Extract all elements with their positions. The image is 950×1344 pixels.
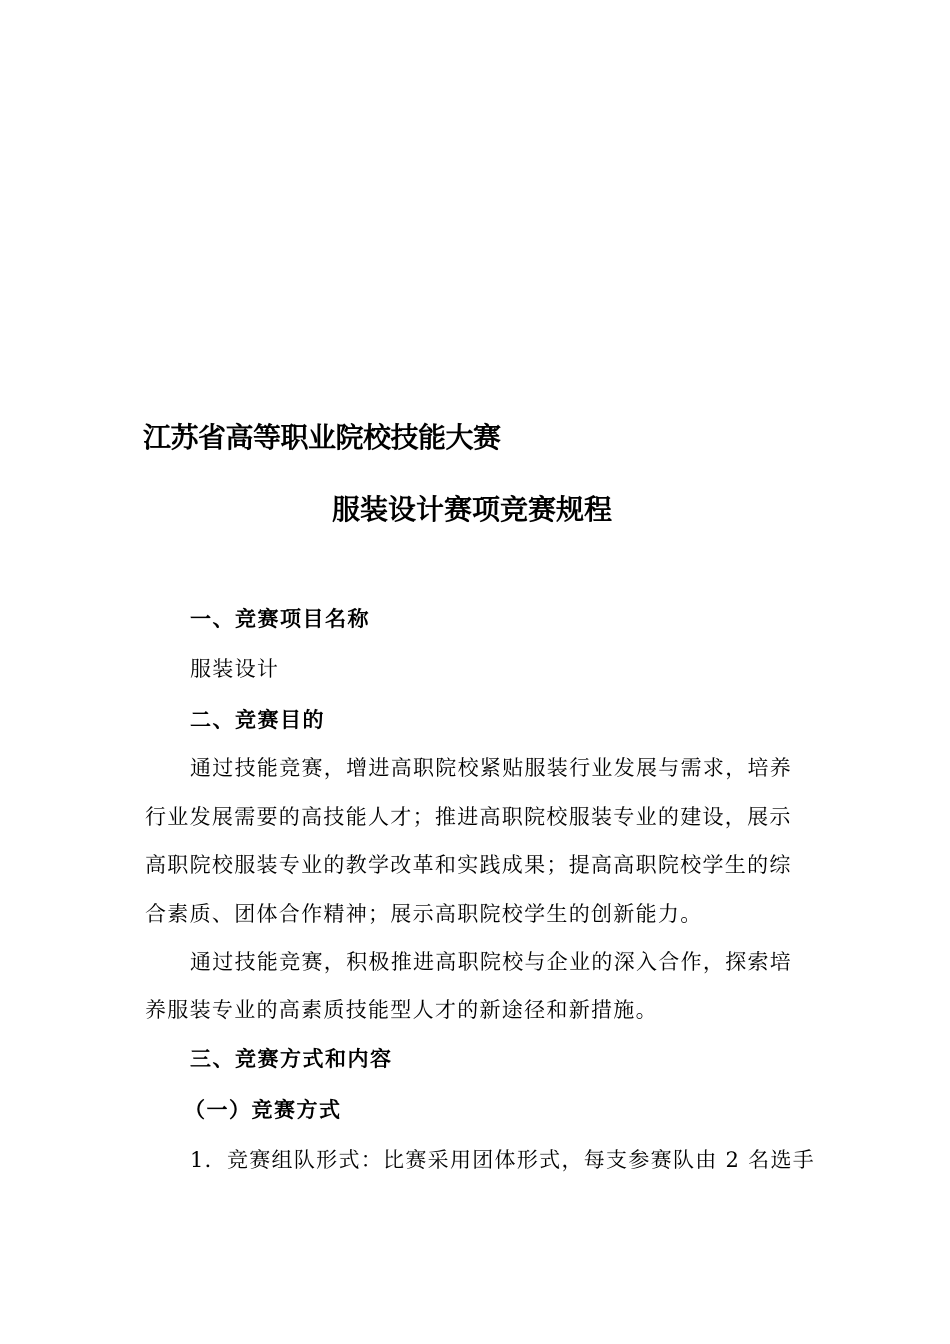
purpose-paragraph-1-line-2: 行业发展需要的高技能人才；推进高职院校服装专业的建设，展示	[145, 805, 792, 829]
purpose-paragraph-2-line-2: 养服装专业的高素质技能型人才的新途径和新措施。	[145, 998, 658, 1022]
purpose-paragraph-1-line-4: 合素质、团体合作精神；展示高职院校学生的创新能力。	[145, 902, 703, 926]
section-heading-purpose: 二、竞赛目的	[190, 707, 325, 732]
subsection-heading-method: （一）竞赛方式	[184, 1097, 342, 1122]
document-title: 江苏省高等职业院校技能大赛	[143, 421, 501, 454]
purpose-paragraph-2-line-1: 通过技能竞赛，积极推进高职院校与企业的深入合作，探索培	[190, 950, 793, 974]
section-heading-method-content: 三、竞赛方式和内容	[190, 1046, 393, 1071]
section-body-project-name: 服装设计	[190, 657, 280, 681]
section-heading-project-name: 一、竞赛项目名称	[190, 606, 370, 631]
method-item-1: 1．竞赛组队形式：比赛采用团体形式，每支参赛队由 2 名选手	[190, 1148, 816, 1172]
purpose-paragraph-1-line-3: 高职院校服装专业的教学改革和实践成果；提高高职院校学生的综	[145, 853, 792, 877]
document-subtitle: 服装设计赛项竞赛规程	[332, 493, 613, 526]
purpose-paragraph-1-line-1: 通过技能竞赛，增进高职院校紧贴服装行业发展与需求，培养	[190, 756, 793, 780]
